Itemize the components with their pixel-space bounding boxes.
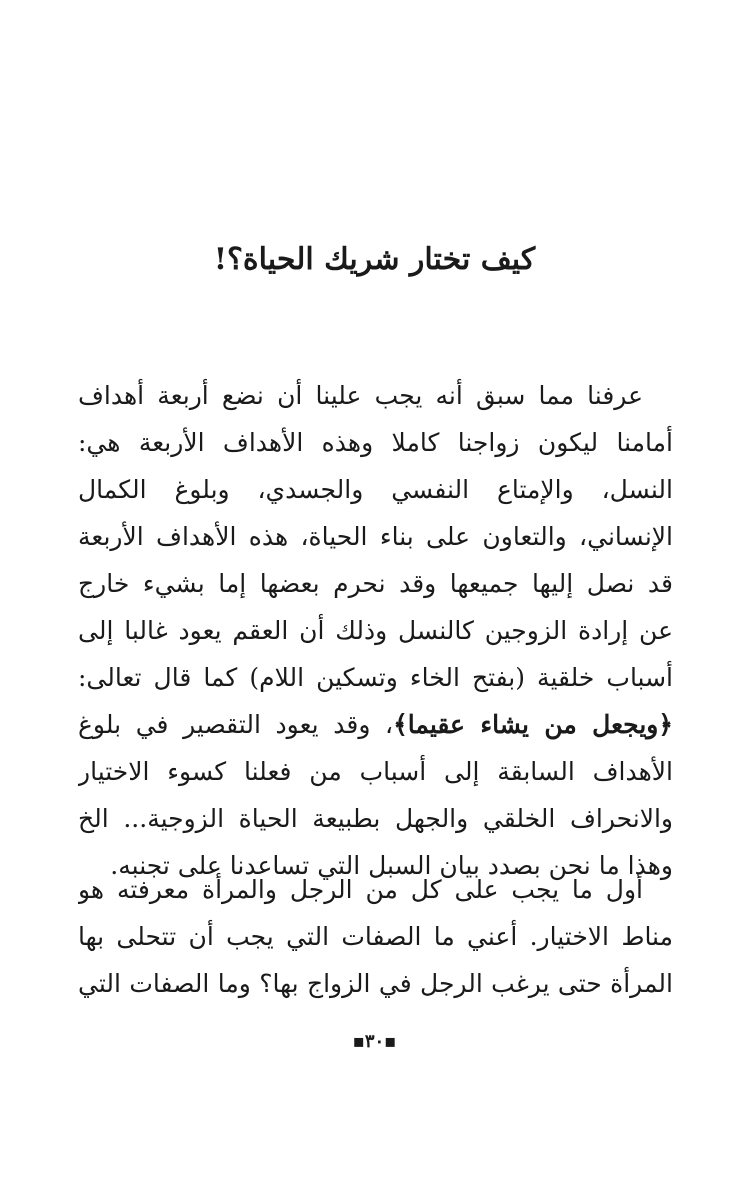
text-line-with-verse — [78, 701, 673, 748]
quran-verse: ﴿ويجعل من يشاء عقيما﴾ — [393, 710, 673, 739]
text-line: الإنساني، والتعاون على بناء الحياة، هذه الأهداف الأربعة — [78, 522, 673, 551]
page-number: ▪٣٠▪ — [352, 1031, 397, 1052]
chapter-title: كيف تختار شريك الحياة؟! — [213, 242, 536, 277]
text-line: أسباب خلقية (بفتح الخاء وتسكين اللام) كما قال تعالى: — [78, 663, 673, 692]
verse-continuation: ، وقد يعود التقصير في بلوغ — [78, 710, 394, 739]
text-line: الأهداف السابقة إلى أسباب من فعلنا كسوء الاختيار — [78, 757, 673, 786]
text-line: والانحراف الخلقي والجهل بطبيعة الحياة الزوجية... الخ — [78, 804, 673, 833]
paragraph-2 — [78, 866, 673, 1007]
text-line: وهذا ما نحن بصدد بيان السبل التي تساعدنا على تجنبه. — [110, 851, 673, 880]
text-line: عرفنا مما سبق أنه يجب علينا أن نضع أربعة أهداف — [78, 381, 643, 410]
paragraph-1 — [78, 372, 673, 889]
text-line: المرأة حتى يرغب الرجل في الزواج بها؟ وما الصفات التي — [78, 969, 673, 998]
text-line: النسل، والإمتاع النفسي والجسدي، وبلوغ الكمال — [78, 475, 673, 504]
text-line: عن إرادة الزوجين كالنسل وذلك أن العقم يعود غالبا إلى — [78, 616, 673, 645]
text-line: قد نصل إليها جميعها وقد نحرم بعضها إما بشيء خارج — [78, 569, 673, 598]
text-line: أول ما يجب على كل من الرجل والمرأة معرفته هو — [78, 875, 643, 904]
text-line: مناط الاختيار. أعني ما الصفات التي يجب أن تتحلى بها — [78, 922, 673, 951]
text-line: أمامنا ليكون زواجنا كاملا وهذه الأهداف الأربعة هي: — [78, 428, 673, 457]
